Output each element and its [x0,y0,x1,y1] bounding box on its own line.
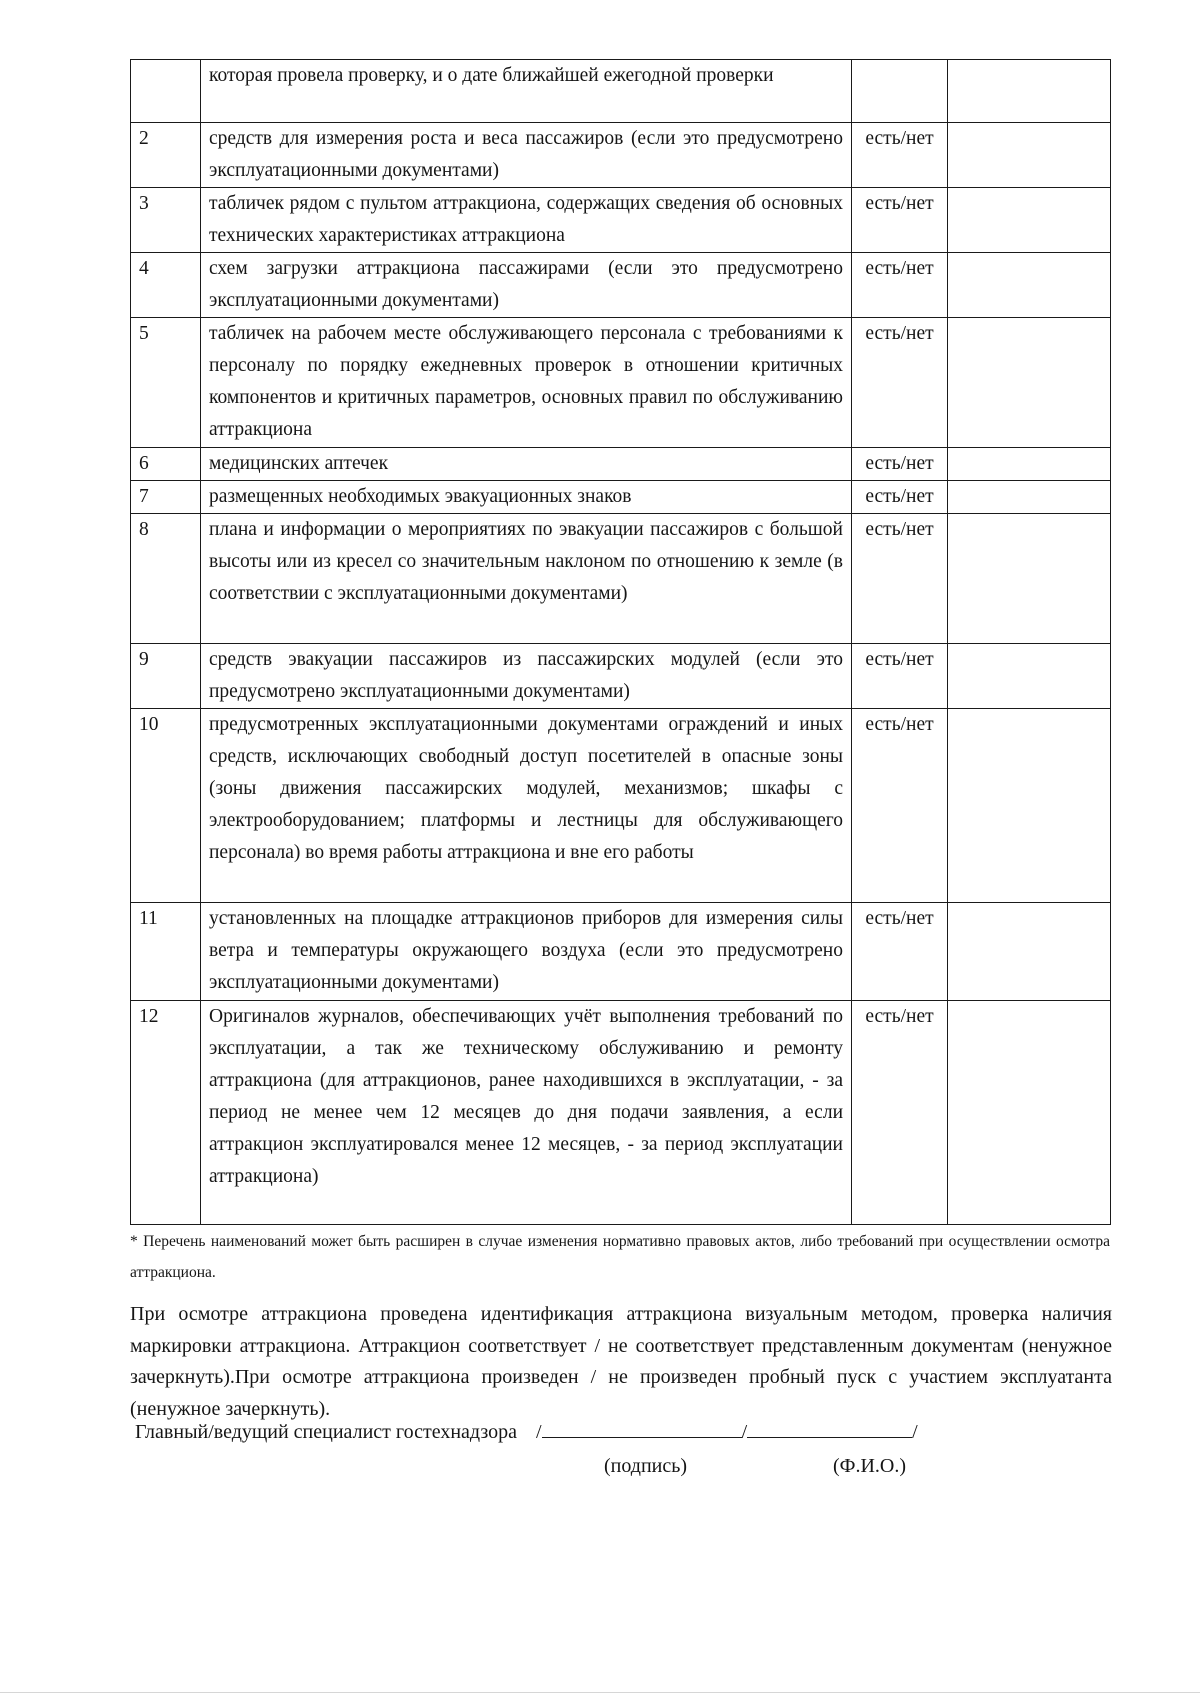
row-status [852,60,948,123]
name-caption: (Ф.И.О.) [833,1455,907,1477]
footnote: * Перечень наименований может быть расширен в случае изменения нормативно правовых актов, либо требований при осуществлении осмотра аттракциона. [130,1233,1110,1281]
row-status: есть/нет [852,644,948,709]
table-row [131,318,1111,448]
row-number: 10 [131,709,201,903]
table-row [131,481,1111,514]
row-description: установленных на площадке аттракционов приборов для измерения силы ветра и температуры окружающего воздуха (если это предусмотрено эксплуатационными документами) [201,903,852,1001]
row-description: предусмотренных эксплуатационными документами ограждений и иных средств, исключающих свободный доступ посетителей в опасные зоны (зоны движения пассажирских модулей, механизмов; шкафы с электрооборудованием; платформы и лестницы для обслуживающего персонала) во время работы аттракциона и вне его работы [201,709,852,903]
row-description: средств эвакуации пассажиров из пассажирских модулей (если это предусмотрено эксплуатационными документами) [201,644,852,709]
row-status: есть/нет [852,448,948,481]
signature-blank[interactable] [542,1415,742,1438]
inspection-paragraph: При осмотре аттракциона проведена идентификация аттракциона визуальным методом, проверка наличия маркировки аттракциона. Аттракцион соответствует / не соответствует представленным документам (ненужное зачеркнуть).При осмотре аттракциона произведен / не произведен пробный пуск с участием эксплуатанта (ненужное зачеркнуть). [130,1303,1112,1420]
row-status: есть/нет [852,1001,948,1225]
row-number: 9 [131,644,201,709]
table-row [131,1001,1111,1225]
row-status: есть/нет [852,903,948,1001]
row-mark-cell [948,514,1111,644]
row-mark-cell [948,318,1111,448]
table-row [131,448,1111,481]
row-status: есть/нет [852,514,948,644]
row-number: 12 [131,1001,201,1225]
row-number: 5 [131,318,201,448]
slash: / [912,1421,918,1443]
table-row [131,709,1111,903]
row-mark-cell [948,481,1111,514]
table-row [131,253,1111,318]
row-description: которая провела проверку, и о дате ближайшей ежегодной проверки [201,60,852,123]
table-row [131,188,1111,253]
row-status: есть/нет [852,318,948,448]
row-description: средств для измерения роста и веса пассажиров (если это предусмотрено эксплуатационными документами) [201,123,852,188]
row-number: 8 [131,514,201,644]
row-number: 11 [131,903,201,1001]
slash: / [536,1421,542,1443]
row-number: 7 [131,481,201,514]
row-mark-cell [948,903,1111,1001]
row-mark-cell [948,709,1111,903]
row-status: есть/нет [852,481,948,514]
row-description: плана и информации о мероприятиях по эвакуации пассажиров с большой высоты или из кресел со значительным наклоном по отношению к земле (в соответствии с эксплуатационными документами) [201,514,852,644]
row-status: есть/нет [852,123,948,188]
row-description: табличек на рабочем месте обслуживающего персонала с требованиями к персоналу по порядку ежедневных проверок в отношении критичных компонентов и критичных параметров, основных правил по обслуживанию аттракциона [201,318,852,448]
name-blank[interactable] [747,1415,912,1438]
row-mark-cell [948,448,1111,481]
row-status: есть/нет [852,253,948,318]
row-description: табличек рядом с пультом аттракциона, содержащих сведения об основных технических характеристиках аттракциона [201,188,852,253]
inspection-checklist-table [130,59,1111,1225]
row-number: 3 [131,188,201,253]
row-number: 2 [131,123,201,188]
row-mark-cell [948,1001,1111,1225]
table-row [131,644,1111,709]
table-row [131,903,1111,1001]
scan-edge-line [0,1692,1200,1693]
table-row [131,123,1111,188]
slash: / [741,1421,748,1443]
row-description: размещенных необходимых эвакуационных знаков [201,481,852,514]
signature-caption: (подпись) [604,1455,688,1477]
row-description: схем загрузки аттракциона пассажирами (если это предусмотрено эксплуатационными документами) [201,253,852,318]
row-mark-cell [948,188,1111,253]
row-number: 4 [131,253,201,318]
row-number: 6 [131,448,201,481]
row-status: есть/нет [852,188,948,253]
row-status: есть/нет [852,709,948,903]
table-row [131,514,1111,644]
row-number [131,60,201,123]
signature-line [135,1415,918,1446]
row-description: медицинских аптечек [201,448,852,481]
signer-role: Главный/ведущий специалист гостехнадзора [135,1421,517,1443]
row-mark-cell [948,123,1111,188]
row-mark-cell [948,253,1111,318]
row-mark-cell [948,60,1111,123]
row-mark-cell [948,644,1111,709]
table-row [131,60,1111,123]
row-description: Оригиналов журналов, обеспечивающих учёт выполнения требований по эксплуатации, а так же техническому обслуживанию и ремонту аттракциона (для аттракционов, ранее находившихся в эксплуатации, - за период не менее чем 12 месяцев до дня подачи заявления, а если аттракцион эксплуатировался менее 12 месяцев, - за период эксплуатации аттракциона) [201,1001,852,1225]
